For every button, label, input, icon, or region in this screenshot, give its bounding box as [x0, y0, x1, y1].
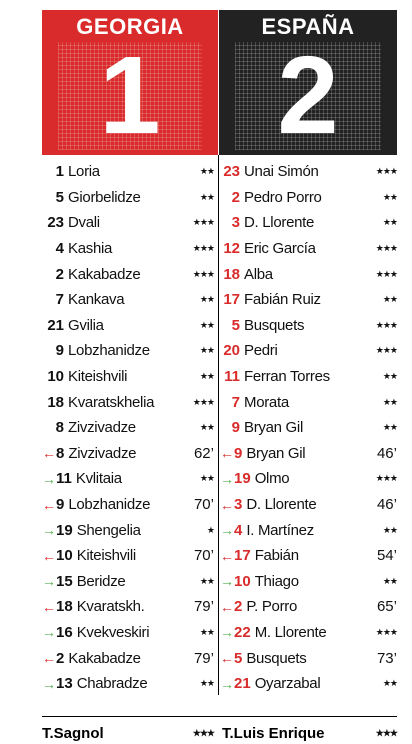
player-row: [220, 415, 397, 441]
arrow-left-icon: ←: [42, 598, 56, 615]
sub-name: Kvekveskiri: [76, 623, 150, 641]
player-row: [42, 236, 214, 262]
sub-rating: ★★: [199, 473, 214, 484]
sub-number: 21: [234, 675, 251, 693]
sub-number: 10: [234, 572, 251, 590]
player-row: [220, 338, 397, 364]
player-rating: ★★: [382, 217, 397, 228]
sub-minute: 54’: [376, 547, 397, 565]
player-rating: ★★★: [375, 345, 397, 356]
player-name: Dvali: [68, 214, 100, 232]
sub-number: 22: [234, 623, 251, 641]
player-number: 2: [55, 265, 64, 283]
player-rating: ★★★: [375, 319, 397, 330]
sub-rating: ★★: [199, 626, 214, 637]
match-ratings-card: [42, 10, 397, 742]
sub-minute: 46’: [376, 444, 397, 462]
player-row: [220, 236, 397, 262]
home-score-panel: [58, 34, 202, 157]
player-name: Kashia: [68, 240, 113, 258]
sub-name: Olmo: [254, 470, 290, 488]
player-number: 9: [55, 342, 64, 360]
player-number: 3: [231, 214, 240, 232]
substitution-row: [220, 492, 397, 518]
sub-rating: ★★★: [375, 626, 397, 637]
player-number: 20: [223, 342, 240, 360]
player-row: [220, 389, 397, 415]
arrow-left-icon: ←: [220, 496, 234, 513]
player-row: [42, 210, 214, 236]
player-number: 5: [231, 316, 240, 334]
arrow-right-icon: →: [220, 522, 234, 539]
substitution-row: [42, 620, 214, 646]
player-rating: ★★★: [375, 166, 397, 177]
substitution-row: [220, 466, 397, 492]
home-team-name: GEORGIA: [76, 14, 184, 39]
substitution-row: [42, 594, 214, 620]
substitution-row: [220, 594, 397, 620]
away-team-name: ESPAÑA: [261, 14, 355, 39]
player-row: [42, 415, 214, 441]
sub-name: I. Martínez: [246, 521, 314, 539]
sub-number: 19: [56, 521, 73, 539]
arrow-right-icon: →: [42, 624, 56, 641]
player-number: 23: [47, 214, 64, 232]
sub-name: Bryan Gil: [246, 444, 306, 462]
player-number: 8: [55, 419, 64, 437]
player-rating: ★★★: [192, 217, 214, 228]
player-number: 7: [231, 393, 240, 411]
sub-number: 13: [56, 675, 73, 693]
substitution-row: [42, 441, 214, 467]
player-name: Bryan Gil: [244, 419, 303, 437]
sub-name: Kakabadze: [68, 649, 141, 667]
player-number: 18: [223, 265, 240, 283]
substitution-row: [220, 620, 397, 646]
sub-name: Shengelia: [76, 521, 141, 539]
player-name: Pedri: [244, 342, 278, 360]
away-lineup: [220, 159, 397, 696]
sub-number: 10: [56, 547, 73, 565]
player-row: [42, 261, 214, 287]
sub-number: 11: [56, 470, 72, 488]
sub-minute: 79’: [193, 598, 214, 616]
sub-name: D. Llorente: [246, 496, 317, 514]
sub-name: Zivzivadze: [68, 444, 137, 462]
player-row: [220, 313, 397, 339]
player-row: [42, 159, 214, 185]
player-number: 18: [47, 393, 64, 411]
substitution-row: [220, 543, 397, 569]
arrow-right-icon: →: [220, 573, 234, 590]
player-rating: ★★: [199, 371, 214, 382]
arrow-right-icon: →: [220, 624, 234, 641]
sub-minute: 65’: [376, 598, 397, 616]
player-rating: ★★★: [375, 268, 397, 279]
arrow-left-icon: ←: [42, 445, 56, 462]
sub-rating: ★★: [382, 575, 397, 586]
home-coach: [42, 722, 214, 744]
sub-name: Kvaratskh.: [76, 598, 145, 616]
arrow-right-icon: →: [42, 522, 56, 539]
player-number: 21: [47, 316, 64, 334]
sub-name: Lobzhanidze: [68, 496, 151, 514]
sub-number: 4: [234, 521, 243, 539]
player-name: Kvaratskhelia: [68, 393, 155, 411]
arrow-right-icon: →: [42, 470, 56, 487]
player-rating: ★★: [382, 422, 397, 433]
sub-name: Fabián: [254, 547, 299, 565]
arrow-right-icon: →: [42, 675, 56, 692]
substitution-row: [220, 671, 397, 697]
column-divider: [218, 155, 219, 695]
arrow-left-icon: ←: [42, 650, 56, 667]
player-name: Gvilia: [68, 316, 104, 334]
sub-number: 19: [234, 470, 251, 488]
player-row: [42, 313, 214, 339]
arrow-left-icon: ←: [42, 496, 56, 513]
away-coach: [222, 722, 397, 744]
player-row: [220, 210, 397, 236]
sub-rating: ★★★: [375, 473, 397, 484]
sub-number: 8: [56, 444, 65, 462]
arrow-right-icon: →: [220, 675, 234, 692]
coach-divider: [42, 716, 397, 717]
sub-minute: 73’: [376, 649, 397, 667]
away-coach-name: T.Luis Enrique: [222, 724, 325, 742]
sub-minute: 70’: [193, 547, 214, 565]
substitution-row: [220, 569, 397, 595]
player-name: Giorbelidze: [68, 188, 141, 206]
sub-number: 9: [234, 444, 243, 462]
sub-number: 5: [234, 649, 243, 667]
player-name: Morata: [244, 393, 289, 411]
sub-name: Thiago: [254, 572, 299, 590]
player-row: [42, 287, 214, 313]
sub-minute: 62’: [193, 444, 214, 462]
player-number: 7: [55, 291, 64, 309]
player-rating: ★★: [199, 319, 214, 330]
away-score-panel: [235, 34, 381, 157]
player-number: 9: [231, 419, 240, 437]
player-row: [220, 261, 397, 287]
player-name: D. Llorente: [244, 214, 315, 232]
player-number: 5: [55, 188, 64, 206]
sub-number: 9: [56, 496, 65, 514]
player-rating: ★★: [382, 294, 397, 305]
player-row: [42, 185, 214, 211]
player-number: 1: [55, 163, 64, 181]
player-rating: ★★: [382, 191, 397, 202]
substitution-row: [42, 569, 214, 595]
player-row: [220, 185, 397, 211]
sub-number: 17: [234, 547, 251, 565]
sub-minute: 70’: [193, 496, 214, 514]
player-rating: ★★: [199, 422, 214, 433]
player-number: 2: [231, 188, 240, 206]
player-name: Eric García: [244, 240, 316, 258]
player-name: Kiteishvili: [68, 368, 128, 386]
player-number: 23: [223, 163, 240, 181]
away-coach-rating: ★★★: [375, 727, 397, 738]
player-number: 11: [224, 368, 240, 386]
player-name: Pedro Porro: [244, 188, 322, 206]
away-team-header: [219, 10, 397, 155]
sub-minute: 79’: [193, 649, 214, 667]
player-rating: ★★: [199, 294, 214, 305]
player-number: 17: [223, 291, 240, 309]
player-rating: ★★★: [375, 243, 397, 254]
substitution-row: [220, 645, 397, 671]
player-rating: ★★★: [192, 396, 214, 407]
sub-rating: ★★: [199, 575, 214, 586]
arrow-left-icon: ←: [220, 445, 234, 462]
player-name: Ferran Torres: [244, 368, 330, 386]
player-number: 4: [55, 240, 64, 258]
sub-number: 16: [56, 623, 73, 641]
home-score: 1: [99, 34, 161, 157]
player-rating: ★★: [199, 191, 214, 202]
player-rating: ★★★: [192, 268, 214, 279]
sub-name: Kvlitaia: [75, 470, 122, 488]
sub-number: 3: [234, 496, 243, 514]
arrow-left-icon: ←: [42, 547, 56, 564]
player-rating: ★★: [199, 345, 214, 356]
player-row: [42, 338, 214, 364]
arrow-left-icon: ←: [220, 598, 234, 615]
substitution-row: [42, 517, 214, 543]
substitution-row: [42, 466, 214, 492]
player-row: [42, 389, 214, 415]
player-name: Fabián Ruiz: [244, 291, 321, 309]
player-rating: ★★★: [192, 243, 214, 254]
player-row: [220, 364, 397, 390]
substitution-row: [220, 441, 397, 467]
home-coach-name: T.Sagnol: [42, 724, 104, 742]
sub-rating: ★★: [199, 678, 214, 689]
substitution-row: [220, 517, 397, 543]
substitution-row: [42, 492, 214, 518]
substitution-row: [42, 645, 214, 671]
sub-rating: ★★: [382, 524, 397, 535]
sub-number: 18: [56, 598, 73, 616]
home-coach-rating: ★★★: [192, 727, 214, 738]
arrow-right-icon: →: [220, 470, 234, 487]
player-name: Zivzivadze: [68, 419, 136, 437]
player-rating: ★★: [199, 166, 214, 177]
substitution-row: [42, 671, 214, 697]
player-name: Loria: [68, 163, 100, 181]
away-score: 2: [277, 34, 339, 157]
sub-minute: 46’: [376, 496, 397, 514]
sub-rating: ★: [206, 524, 214, 535]
arrow-left-icon: ←: [220, 650, 234, 667]
player-name: Busquets: [244, 316, 305, 334]
sub-name: Chabradze: [76, 675, 148, 693]
arrow-right-icon: →: [42, 573, 56, 590]
player-number: 12: [223, 240, 240, 258]
sub-name: Busquets: [246, 649, 307, 667]
player-number: 10: [47, 368, 64, 386]
sub-name: P. Porro: [246, 598, 298, 616]
sub-name: Beridze: [76, 572, 126, 590]
substitution-row: [42, 543, 214, 569]
sub-rating: ★★: [382, 678, 397, 689]
home-team-header: [42, 10, 218, 155]
player-name: Alba: [244, 265, 273, 283]
sub-number: 2: [234, 598, 243, 616]
player-row: [220, 159, 397, 185]
sub-name: M. Llorente: [254, 623, 327, 641]
sub-number: 15: [56, 572, 73, 590]
player-name: Kakabadze: [68, 265, 141, 283]
player-name: Lobzhanidze: [68, 342, 150, 360]
arrow-left-icon: ←: [220, 547, 234, 564]
home-lineup: [42, 159, 214, 696]
sub-name: Kiteishvili: [76, 547, 136, 565]
player-name: Unai Simón: [244, 163, 319, 181]
player-row: [42, 364, 214, 390]
player-rating: ★★: [382, 396, 397, 407]
player-rating: ★★: [382, 371, 397, 382]
sub-name: Oyarzabal: [254, 675, 321, 693]
sub-number: 2: [56, 649, 65, 667]
player-name: Kankava: [68, 291, 125, 309]
player-row: [220, 287, 397, 313]
